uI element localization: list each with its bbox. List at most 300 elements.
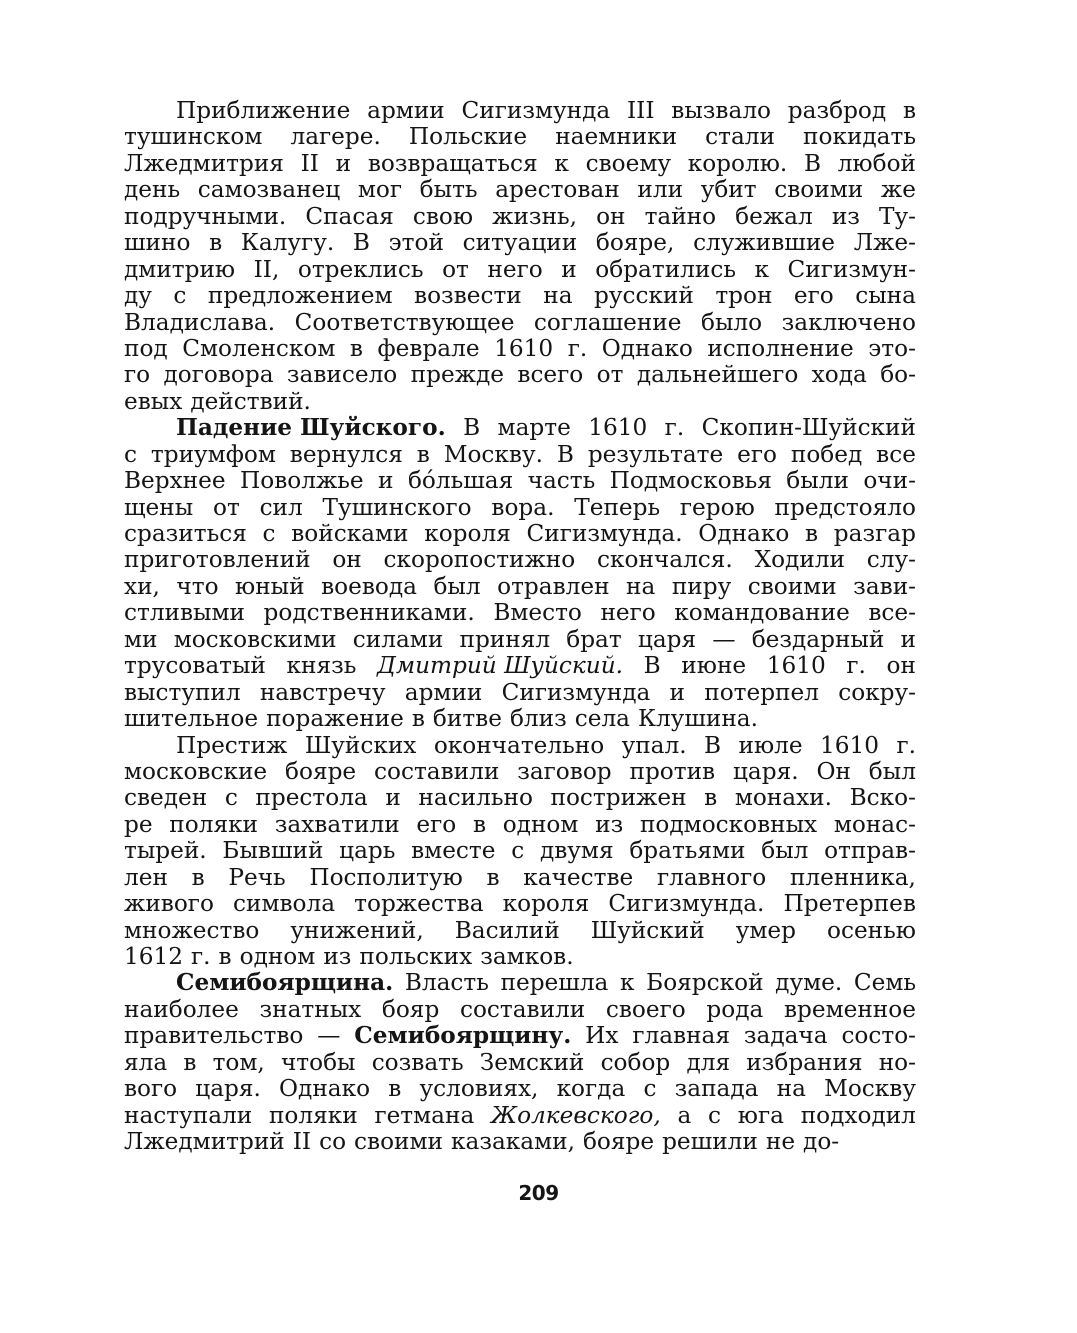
word: Верхнее — [124, 467, 226, 495]
word: престола — [255, 784, 368, 812]
word: наемники — [555, 123, 678, 151]
word: армии — [404, 678, 483, 706]
word: воевода — [321, 572, 417, 600]
word: для — [686, 1048, 731, 1076]
word: вернулся — [289, 440, 403, 468]
text-line — [124, 1076, 916, 1102]
word: короля — [424, 520, 511, 547]
word: г. — [191, 943, 211, 970]
word: Земский — [479, 1048, 585, 1076]
word: подручными. — [124, 202, 287, 230]
word: мог — [357, 176, 402, 204]
word: Лжедмитрия — [124, 149, 284, 177]
word: потерпел — [704, 678, 819, 706]
word: шино — [124, 229, 191, 257]
bold-term: Падение Шуйского. — [176, 414, 446, 442]
text-line — [124, 468, 916, 494]
word: ре — [124, 810, 153, 838]
word: до- — [803, 1128, 840, 1156]
word: захватили — [274, 810, 400, 838]
word: гетмана — [374, 1101, 475, 1129]
text-line — [124, 706, 916, 732]
italic-name: Жолкевского, — [491, 1101, 661, 1129]
word: избрания — [746, 1048, 863, 1076]
word: скоропостижно — [383, 546, 576, 574]
word: вора. — [491, 493, 555, 521]
word: командование — [674, 599, 850, 627]
word: 1610 — [766, 652, 826, 680]
word: вместе — [411, 837, 496, 865]
text-line — [124, 944, 916, 970]
word: королю. — [687, 149, 788, 177]
word: задача — [743, 1022, 828, 1050]
word: В — [803, 149, 821, 177]
word: против — [629, 757, 716, 785]
word: отреклись — [297, 255, 424, 283]
word: в — [486, 863, 500, 891]
word: го — [124, 361, 151, 389]
word: осенью — [827, 916, 916, 944]
word: юный — [235, 572, 305, 600]
word: сил — [259, 493, 303, 521]
word: — — [317, 1022, 341, 1050]
word: Поволжье — [240, 467, 364, 495]
word: ду — [124, 282, 152, 310]
word: и — [561, 255, 577, 283]
word: от — [212, 493, 240, 521]
word: самозванец — [197, 176, 341, 204]
word: Лже- — [853, 229, 916, 257]
word: заговор — [517, 757, 612, 785]
word: поляки — [268, 1101, 358, 1129]
word: решили — [662, 1128, 758, 1156]
word: шительное — [124, 705, 259, 733]
word: в — [472, 810, 486, 838]
word: двумя — [539, 837, 614, 865]
word: II — [292, 1128, 312, 1156]
word: родственниками. — [263, 599, 475, 627]
word: Сигизмунда. — [608, 890, 765, 918]
word: живого — [124, 890, 214, 918]
word: разгар — [833, 520, 916, 547]
word: очи- — [863, 467, 916, 495]
word: символа — [233, 890, 336, 918]
word: умер — [735, 916, 796, 944]
word: на — [626, 572, 656, 600]
word: бояре — [582, 1128, 655, 1156]
text-line — [124, 733, 916, 759]
word: упал. — [621, 731, 687, 759]
word: составили — [374, 757, 500, 785]
word: монахи. — [734, 784, 832, 812]
word: хи, — [124, 572, 160, 600]
word: в — [218, 943, 232, 970]
word: созвать — [371, 1048, 464, 1076]
word: рода — [706, 995, 764, 1023]
word: в — [805, 520, 819, 547]
text-line — [124, 1050, 916, 1076]
word: любой — [837, 149, 916, 177]
word: царя — [637, 625, 697, 653]
word: состо- — [841, 1022, 916, 1050]
word: Шуйских — [304, 731, 417, 759]
text-line — [124, 627, 916, 653]
text-line — [124, 547, 916, 573]
word: бояре — [285, 757, 357, 785]
word: Тушинского — [322, 493, 472, 521]
word: этой — [388, 229, 444, 257]
word: с — [173, 282, 187, 310]
word: с — [124, 440, 137, 468]
text-line — [124, 415, 916, 441]
word: подходил — [800, 1101, 916, 1129]
word: Москву — [824, 1075, 916, 1103]
word: обратились — [595, 255, 736, 283]
word: скончался. — [597, 546, 733, 574]
word: войсками — [291, 520, 409, 547]
text-line — [124, 918, 916, 944]
word: силами — [352, 625, 444, 653]
word: Польские — [408, 123, 528, 151]
word: бо- — [880, 361, 916, 389]
word: пленника, — [789, 863, 916, 891]
word: Теперь — [574, 493, 661, 521]
word: хода — [811, 361, 867, 389]
word: он — [596, 202, 626, 230]
word: наиболее — [124, 995, 239, 1023]
word: сведен — [124, 784, 208, 812]
word: думе. — [775, 969, 843, 997]
word: Речь — [228, 863, 286, 891]
word: Соответствующее — [294, 308, 515, 336]
word: В — [463, 414, 481, 442]
text-line — [124, 1023, 916, 1049]
word: служившие — [693, 229, 835, 257]
word: пострижен — [550, 784, 687, 812]
word: бездарный — [751, 625, 885, 653]
body-text — [124, 98, 916, 1156]
word: прежде — [410, 361, 505, 389]
word: стали — [705, 123, 775, 151]
word: возвести — [414, 282, 522, 310]
word: был — [433, 572, 481, 600]
text-line — [124, 177, 916, 203]
word: убит — [700, 176, 757, 204]
word: Вско- — [849, 784, 916, 812]
word: своему — [585, 149, 671, 177]
word: г. — [846, 652, 866, 680]
word: своими — [747, 572, 837, 600]
text-line — [124, 283, 916, 309]
paragraph — [124, 970, 916, 1155]
word: московскими — [173, 625, 337, 653]
word: одном — [239, 943, 316, 970]
word: в — [183, 1048, 197, 1076]
word: составили — [459, 995, 586, 1023]
text-line — [124, 838, 916, 864]
word: день — [124, 176, 181, 204]
word: в — [191, 863, 205, 891]
word: жизнь, — [492, 202, 578, 230]
word: юга — [737, 1101, 784, 1129]
word: феврале — [377, 334, 480, 362]
word: был — [868, 757, 916, 785]
word: Претерпев — [783, 890, 916, 918]
word: навстречу — [259, 678, 386, 706]
paragraph — [124, 98, 916, 415]
word: множество — [124, 916, 260, 944]
word: В — [704, 731, 722, 759]
word: щены — [124, 493, 194, 521]
word: бежал — [735, 202, 813, 230]
word: битве — [432, 705, 502, 733]
word: быть — [419, 176, 478, 204]
word: к — [620, 969, 635, 997]
word: что — [176, 572, 219, 600]
word: пиру — [671, 572, 732, 600]
word: II — [300, 149, 319, 177]
word: договора — [163, 361, 274, 389]
word: в — [411, 705, 425, 733]
word: покидать — [803, 123, 916, 151]
word: он — [886, 652, 916, 680]
word: бояре, — [595, 229, 675, 257]
word: царь — [339, 837, 396, 865]
text-line — [124, 1103, 916, 1129]
word: Москву. — [443, 440, 543, 468]
word: зави- — [853, 572, 916, 600]
word: близ — [509, 705, 567, 733]
text-line — [124, 812, 916, 838]
word: в — [704, 784, 718, 812]
word: чтобы — [280, 1048, 356, 1076]
word: сына — [855, 282, 916, 310]
word: правительство — [124, 1022, 304, 1050]
word: Подмосковья — [609, 467, 772, 495]
word: Сигизмунда — [461, 97, 611, 124]
word: отправ- — [824, 837, 916, 865]
word: московские — [124, 757, 268, 785]
word: Однако — [601, 334, 693, 362]
word: Однако — [279, 1075, 371, 1103]
word: яла — [124, 1048, 168, 1076]
text-line — [124, 653, 916, 679]
word: возвращаться — [367, 149, 538, 177]
word: не — [765, 1128, 796, 1156]
word: с — [262, 520, 276, 547]
word: него — [487, 255, 543, 283]
word: и — [900, 625, 916, 653]
word: 1610 — [820, 731, 880, 759]
word: в — [388, 1075, 402, 1103]
text-line — [124, 310, 916, 336]
word: побед — [790, 440, 863, 468]
bold-term: Семибоярщину. — [354, 1022, 572, 1050]
word: Семь — [853, 969, 916, 997]
text-line — [124, 98, 916, 124]
word: же — [880, 176, 916, 204]
word: Приближение — [176, 97, 351, 124]
word: в — [349, 334, 363, 362]
word: II, — [253, 255, 280, 283]
word: окончательно — [433, 731, 605, 759]
word: своего — [605, 995, 686, 1023]
word: поляки — [169, 810, 259, 838]
word: Власть — [404, 969, 489, 997]
word: часть — [527, 467, 596, 495]
word: тушинском — [124, 123, 263, 151]
word: всего — [517, 361, 584, 389]
word: арестован — [495, 176, 620, 204]
word: свою — [412, 202, 474, 230]
word: монас- — [833, 810, 916, 838]
word: подмосковных — [639, 810, 818, 838]
word: под — [124, 334, 168, 362]
word: тырей. — [124, 837, 207, 865]
page-number: 209 — [518, 1181, 559, 1205]
word: трон — [715, 282, 773, 310]
word: Престиж — [176, 731, 288, 759]
word: лагере. — [290, 123, 381, 151]
word: его — [416, 810, 457, 838]
word: июле — [738, 731, 803, 759]
word: Лжедмитрий — [124, 1128, 285, 1156]
word: ми — [124, 625, 158, 653]
word: и — [385, 784, 401, 812]
word: приготовлений — [124, 546, 311, 574]
text-line — [124, 680, 916, 706]
word: к — [554, 149, 569, 177]
word: г. — [896, 731, 916, 759]
word: было — [700, 308, 763, 336]
word: перешла — [500, 969, 609, 997]
word: Боярской — [646, 969, 764, 997]
word: Скопин-Шуйский — [701, 414, 916, 442]
word: из — [323, 943, 352, 970]
word: торжества — [354, 890, 484, 918]
text-line — [124, 362, 916, 388]
word: евых — [124, 387, 183, 415]
word: разброд — [787, 97, 887, 124]
word: бóльшая — [407, 467, 514, 495]
word: сокру- — [838, 678, 916, 706]
word: с — [224, 784, 238, 812]
word: заключено — [781, 308, 916, 336]
word: а — [677, 1101, 692, 1129]
word: он — [332, 546, 362, 574]
word: Спасая — [305, 202, 394, 230]
word: на — [543, 282, 573, 310]
word: все — [876, 440, 916, 468]
word: марте — [497, 414, 571, 442]
text-line — [124, 574, 916, 600]
word: села — [574, 705, 630, 733]
word: главного — [656, 863, 767, 891]
word: лен — [124, 863, 168, 891]
text-line — [124, 124, 916, 150]
word: бояр — [381, 995, 440, 1023]
word: главная — [632, 1022, 730, 1050]
word: своими — [354, 1128, 443, 1156]
word: братьями — [629, 837, 746, 865]
word: унижений, — [290, 916, 424, 944]
word: В — [556, 440, 574, 468]
word: от — [596, 361, 624, 389]
word: Ту- — [878, 202, 916, 230]
word: своими — [774, 176, 864, 204]
word: тайно — [644, 202, 717, 230]
word: из — [831, 202, 860, 230]
word: когда — [556, 1075, 626, 1103]
word: Сигизмунда. — [526, 520, 683, 547]
word: Владислава. — [124, 308, 276, 336]
word: казаками, — [451, 1128, 575, 1156]
word: были — [786, 467, 849, 495]
word: на — [776, 1075, 806, 1103]
text-line — [124, 151, 916, 177]
text-line — [124, 336, 916, 362]
text-line — [124, 495, 916, 521]
word: со — [319, 1128, 347, 1156]
text-line — [124, 891, 916, 917]
word: это- — [868, 334, 916, 362]
word: с — [643, 1075, 657, 1103]
word: замков. — [480, 943, 574, 970]
text-line — [124, 257, 916, 283]
word: Их — [585, 1022, 619, 1050]
text-line — [124, 389, 916, 415]
word: к — [754, 255, 769, 283]
word: от — [442, 255, 469, 283]
word: Он — [816, 757, 851, 785]
word: ситуации — [462, 229, 578, 257]
word: В — [352, 229, 370, 257]
text-line — [124, 759, 916, 785]
word: армии — [367, 97, 445, 124]
text-line — [124, 997, 916, 1023]
word: III — [627, 97, 655, 124]
word: в — [902, 97, 916, 124]
word: в — [416, 440, 430, 468]
word: дмитрию — [124, 255, 236, 283]
word: царя. — [195, 1075, 261, 1103]
word: зависело — [286, 361, 398, 389]
word: Шуйский — [590, 916, 705, 944]
text-line — [124, 1129, 916, 1155]
word: него — [600, 599, 656, 627]
word: Василий — [454, 916, 560, 944]
word: вого — [124, 1075, 178, 1103]
word: триумфом — [150, 440, 276, 468]
word: Сигизмун- — [787, 255, 916, 283]
word: русский — [593, 282, 694, 310]
word: герою — [679, 493, 755, 521]
word: наступали — [124, 1101, 253, 1129]
word: польских — [359, 943, 473, 970]
word: качестве — [523, 863, 634, 891]
word: знатных — [259, 995, 362, 1023]
word: его — [737, 440, 777, 468]
word: условиях, — [419, 1075, 539, 1103]
word: и — [669, 678, 686, 706]
word: с — [511, 837, 525, 865]
word: Ходили — [754, 546, 845, 574]
word: Однако — [698, 520, 790, 547]
word: сразиться — [124, 520, 247, 547]
text-line — [124, 230, 916, 256]
word: в — [209, 229, 223, 257]
word: В — [643, 652, 661, 680]
